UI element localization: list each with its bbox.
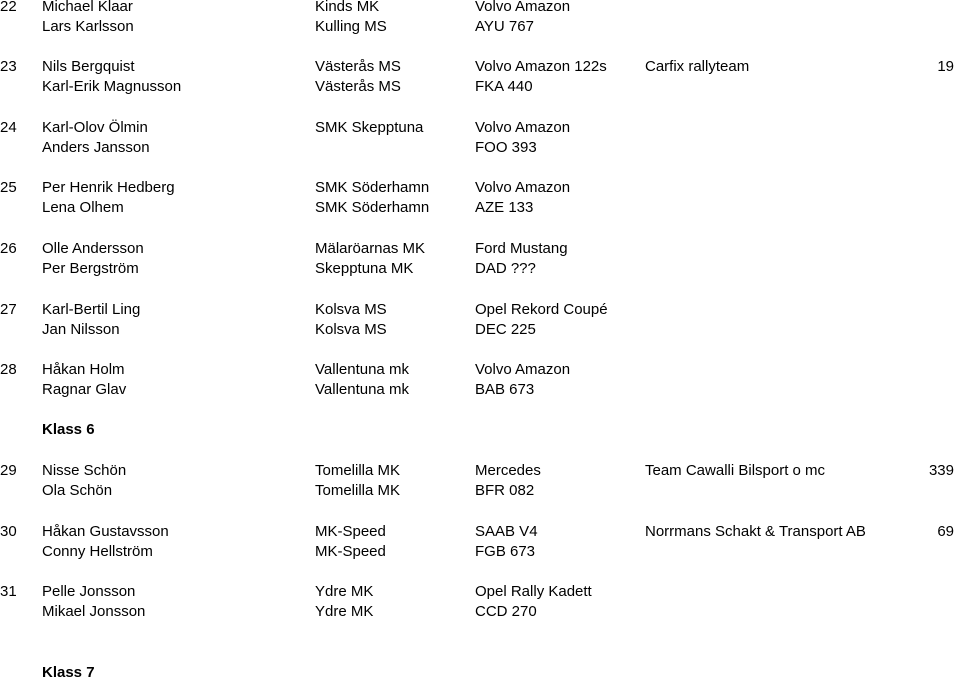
codriver-name: Karl-Erik Magnusson: [42, 78, 182, 95]
entry-codriver-row: [0, 380, 960, 400]
entry-codriver-row: [0, 17, 960, 37]
driver-club: SMK Skepptuna: [315, 119, 424, 136]
car-model: Volvo Amazon: [475, 361, 571, 378]
codriver-club: Vallentuna mk: [315, 381, 409, 398]
codriver-club: MK-Speed: [315, 543, 386, 560]
points: 69: [937, 523, 954, 540]
entry-codriver-row: [0, 602, 960, 622]
entry-codriver-row: [0, 259, 960, 279]
car-model: Volvo Amazon: [475, 0, 571, 15]
driver-club: MK-Speed: [315, 523, 386, 540]
start-number: 23: [0, 58, 17, 75]
entry-driver-row: [0, 0, 960, 17]
entry-codriver-row: [0, 320, 960, 340]
start-number: 24: [0, 119, 17, 136]
registration-number: FGB 673: [475, 543, 536, 560]
driver-club: Kinds MK: [315, 0, 380, 15]
entry-codriver-row: [0, 542, 960, 562]
start-number: 31: [0, 583, 17, 600]
codriver-club: Kolsva MS: [315, 321, 387, 338]
entry-codriver-row: [0, 138, 960, 158]
entry-driver-row: [0, 582, 960, 602]
team-name: Carfix rallyteam: [645, 58, 750, 75]
klass-6-heading: Klass 6: [42, 421, 95, 438]
registration-number: AYU 767: [475, 18, 534, 35]
start-number: 28: [0, 361, 17, 378]
driver-name: Nisse Schön: [42, 462, 127, 479]
start-number: 30: [0, 523, 17, 540]
driver-name: Håkan Holm: [42, 361, 125, 378]
registration-number: DEC 225: [475, 321, 536, 338]
codriver-name: Conny Hellström: [42, 543, 153, 560]
codriver-name: Lars Karlsson: [42, 18, 134, 35]
entry-driver-row: [0, 461, 960, 481]
driver-name: Håkan Gustavsson: [42, 523, 169, 540]
driver-name: Karl-Bertil Ling: [42, 301, 141, 318]
driver-club: Västerås MS: [315, 58, 401, 75]
codriver-club: SMK Söderhamn: [315, 199, 430, 216]
entry-driver-row: [0, 178, 960, 198]
car-model: Mercedes: [475, 462, 541, 479]
entry-driver-row: [0, 360, 960, 380]
registration-number: BAB 673: [475, 381, 535, 398]
entry-driver-row: [0, 522, 960, 542]
entry-codriver-row: [0, 77, 960, 97]
team-name: Team Cawalli Bilsport o mc: [645, 462, 826, 479]
car-model: Ford Mustang: [475, 240, 568, 257]
registration-number: DAD ???: [475, 260, 536, 277]
driver-club: Mälaröarnas MK: [315, 240, 426, 257]
start-number: 26: [0, 240, 17, 257]
entry-driver-row: [0, 239, 960, 259]
driver-name: Per Henrik Hedberg: [42, 179, 175, 196]
codriver-club: Kulling MS: [315, 18, 387, 35]
points: 19: [937, 58, 954, 75]
codriver-club: Västerås MS: [315, 78, 401, 95]
registration-number: CCD 270: [475, 603, 537, 620]
start-number: 22: [0, 0, 17, 15]
klass-7-heading: Klass 7: [42, 664, 95, 681]
car-model: Opel Rekord Coupé: [475, 301, 608, 318]
car-model: SAAB V4: [475, 523, 538, 540]
driver-club: Ydre MK: [315, 583, 374, 600]
codriver-name: Lena Olhem: [42, 199, 124, 216]
car-model: Volvo Amazon: [475, 119, 571, 136]
codriver-name: Mikael Jonsson: [42, 603, 146, 620]
car-model: Volvo Amazon: [475, 179, 571, 196]
driver-club: Kolsva MS: [315, 301, 387, 318]
start-number: 29: [0, 462, 17, 479]
entry-codriver-row: [0, 198, 960, 218]
codriver-name: Ola Schön: [42, 482, 113, 499]
codriver-name: Per Bergström: [42, 260, 139, 277]
codriver-club: Ydre MK: [315, 603, 374, 620]
driver-name: Michael Klaar: [42, 0, 133, 15]
team-name: Norrmans Schakt & Transport AB: [645, 523, 866, 540]
entry-driver-row: [0, 57, 960, 77]
entry-driver-row: [0, 118, 960, 138]
start-number: 27: [0, 301, 17, 318]
codriver-name: Jan Nilsson: [42, 321, 120, 338]
driver-name: Karl-Olov Ölmin: [42, 119, 148, 136]
codriver-name: Ragnar Glav: [42, 381, 127, 398]
driver-club: Vallentuna mk: [315, 361, 409, 378]
registration-number: FKA 440: [475, 78, 533, 95]
start-number: 25: [0, 179, 17, 196]
registration-number: FOO 393: [475, 139, 537, 156]
codriver-name: Anders Jansson: [42, 139, 150, 156]
entry-codriver-row: [0, 481, 960, 501]
driver-name: Olle Andersson: [42, 240, 144, 257]
driver-club: Tomelilla MK: [315, 462, 401, 479]
driver-club: SMK Söderhamn: [315, 179, 430, 196]
registration-number: AZE 133: [475, 199, 534, 216]
codriver-club: Skepptuna MK: [315, 260, 414, 277]
registration-number: BFR 082: [475, 482, 535, 499]
car-model: Opel Rally Kadett: [475, 583, 592, 600]
entry-driver-row: [0, 300, 960, 320]
points: 339: [928, 462, 954, 479]
driver-name: Pelle Jonsson: [42, 583, 136, 600]
car-model: Volvo Amazon 122s: [475, 58, 607, 75]
driver-name: Nils Bergquist: [42, 58, 135, 75]
codriver-club: Tomelilla MK: [315, 482, 401, 499]
